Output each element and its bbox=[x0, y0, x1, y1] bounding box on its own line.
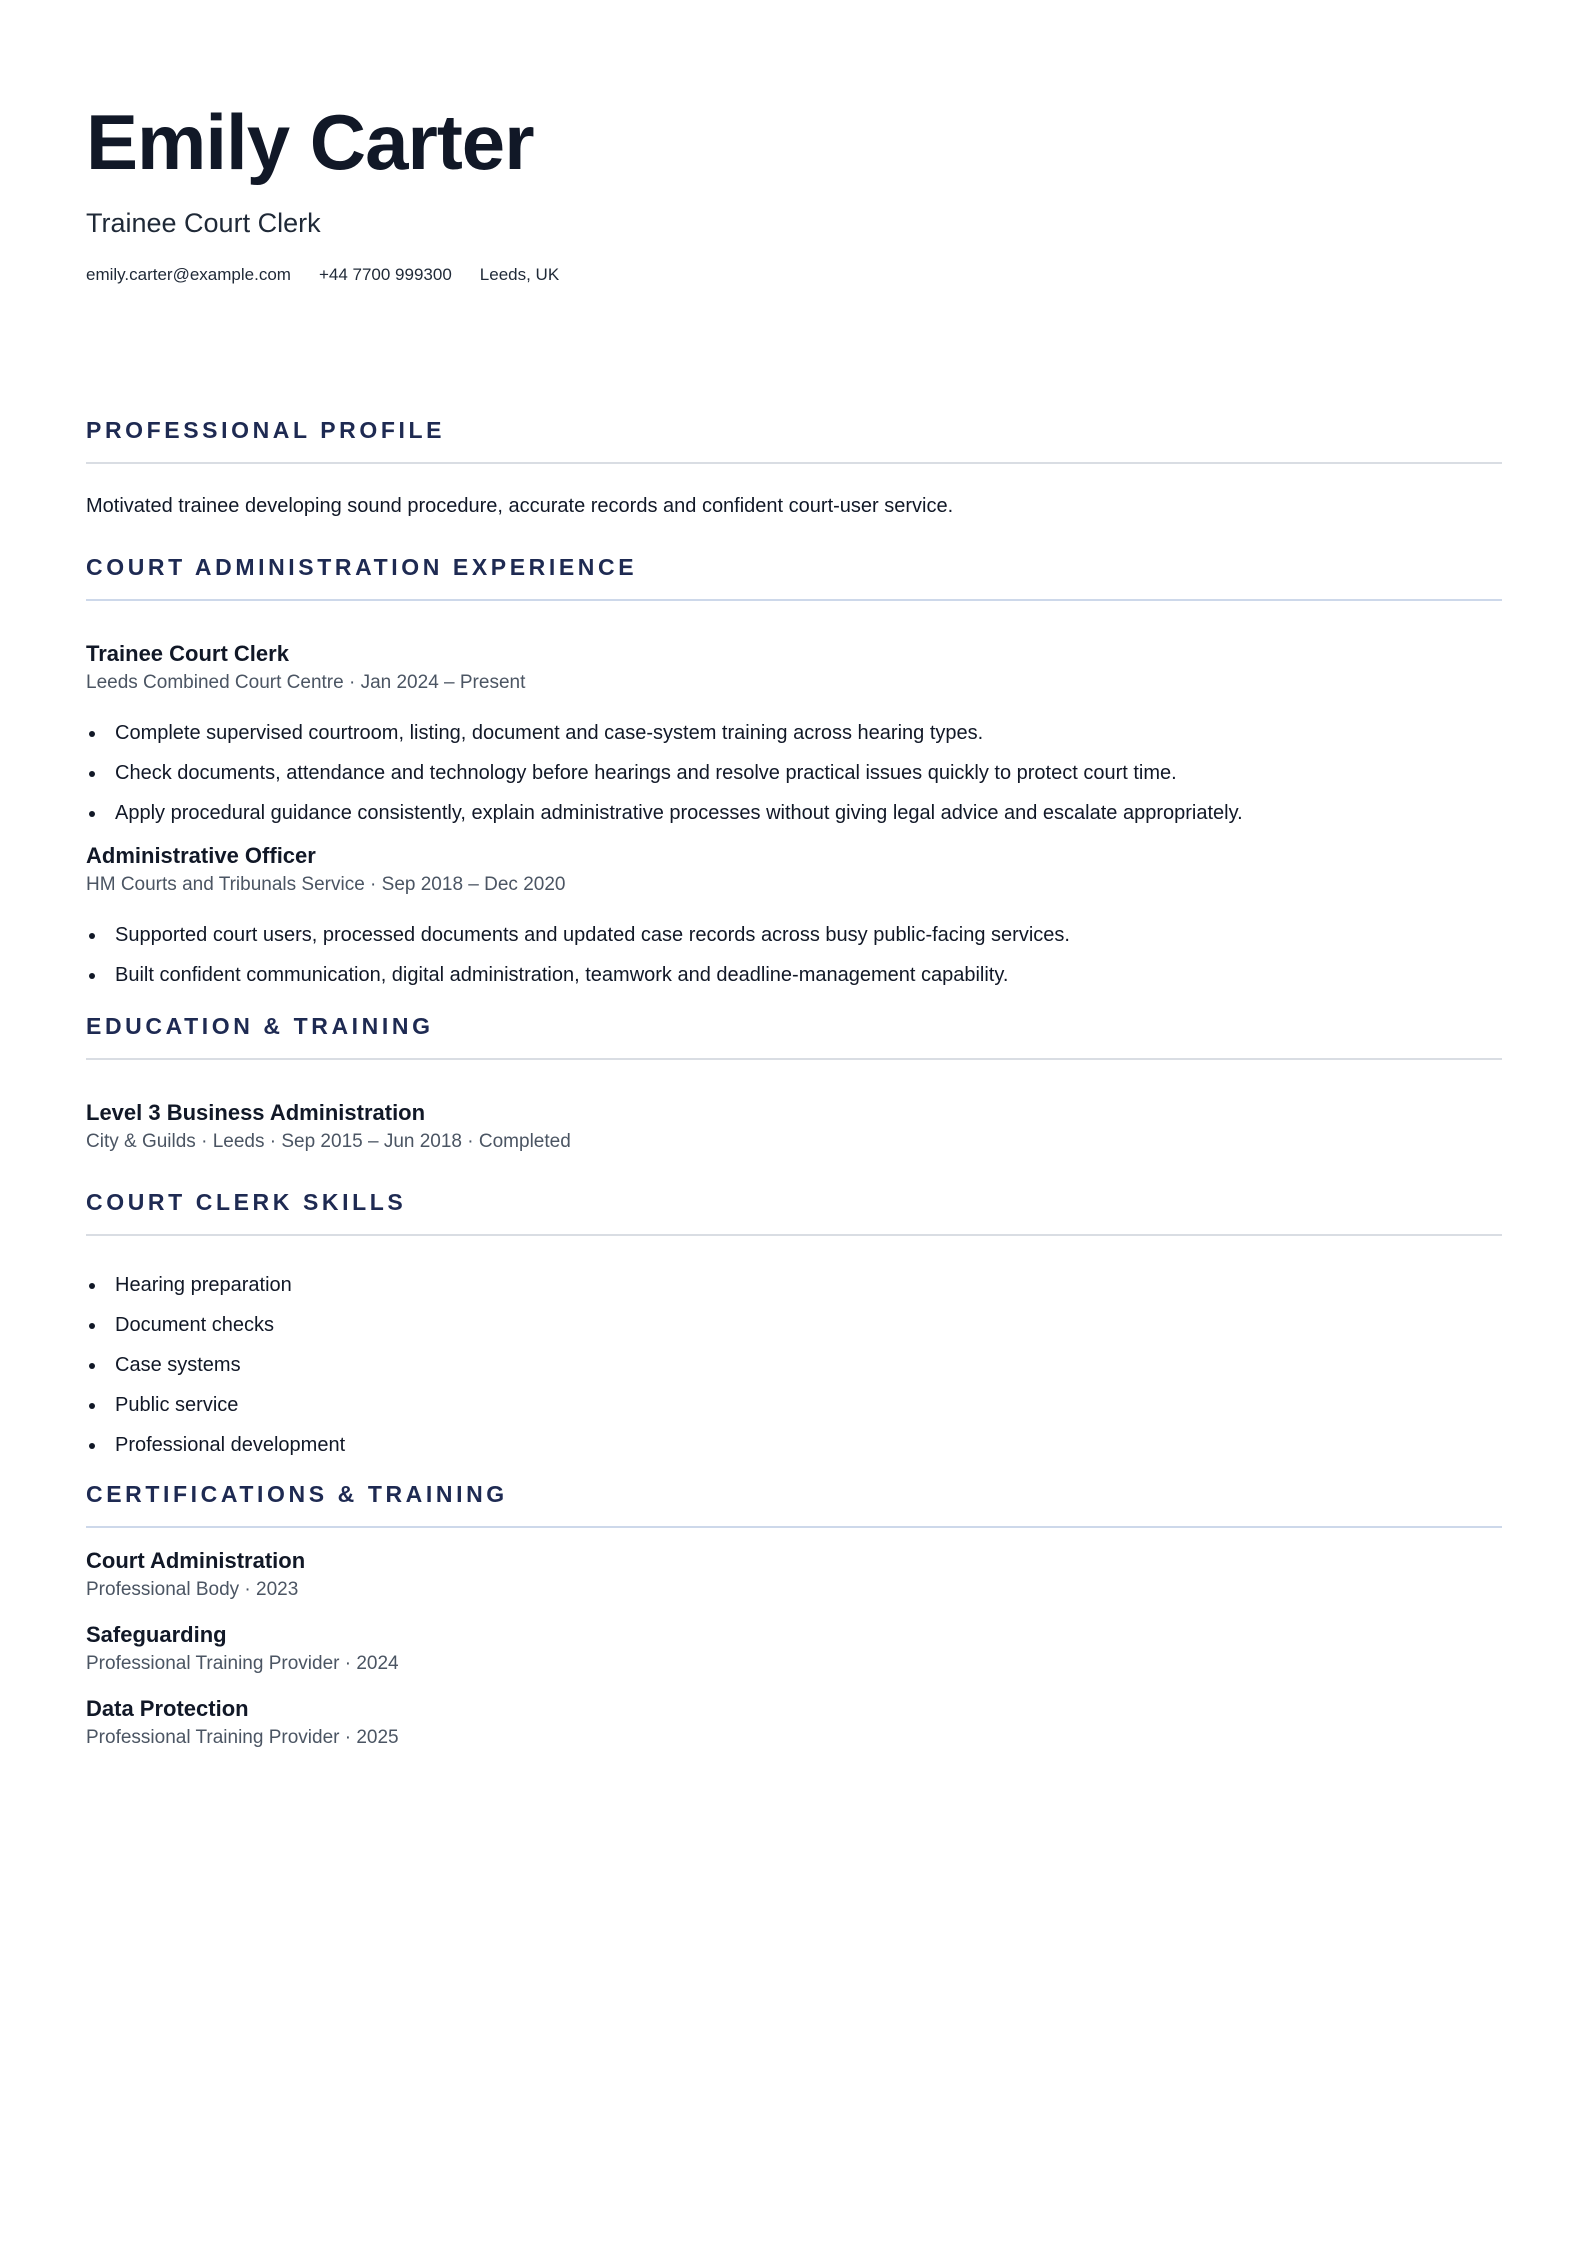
education-title: Level 3 Business Administration bbox=[86, 1100, 426, 1125]
certification-meta: Professional Body · 2023 bbox=[86, 1579, 299, 1600]
section-heading: PROFESSIONAL PROFILE bbox=[86, 417, 446, 443]
list-item: Public service bbox=[86, 1392, 1502, 1418]
section-divider bbox=[86, 1526, 1502, 1528]
candidate-title: Trainee Court Clerk bbox=[86, 208, 321, 238]
education-section bbox=[86, 1012, 1502, 1154]
certification-title: Court Administration bbox=[86, 1548, 306, 1573]
profile-summary: Motivated trainee developing sound procedure, accurate records and confident court-user service. bbox=[86, 495, 954, 517]
resume-header bbox=[86, 96, 1502, 286]
certification-entry bbox=[86, 1621, 1502, 1676]
list-item: Hearing preparation bbox=[86, 1272, 1502, 1298]
list-item: Built confident communication, digital administration, teamwork and deadline-management capability. bbox=[86, 962, 1502, 988]
job-bullets bbox=[86, 922, 1502, 988]
certification-title: Data Protection bbox=[86, 1696, 249, 1721]
section-heading: COURT ADMINISTRATION EXPERIENCE bbox=[86, 554, 638, 580]
job-bullets bbox=[86, 720, 1502, 826]
job-meta: HM Courts and Tribunals Service · Sep 2018 – Dec 2020 bbox=[86, 874, 566, 895]
skills-list bbox=[86, 1272, 1502, 1458]
experience-section bbox=[86, 553, 1502, 988]
section-divider bbox=[86, 462, 1502, 464]
section-heading: EDUCATION & TRAINING bbox=[86, 1013, 434, 1039]
education-meta: City & Guilds · Leeds · Sep 2015 – Jun 2018 · Completed bbox=[86, 1131, 571, 1152]
profile-section bbox=[86, 416, 1502, 519]
list-item: Check documents, attendance and technology before hearings and resolve practical issues quickly to protect court time. bbox=[86, 760, 1502, 786]
list-item: Apply procedural guidance consistently, explain administrative processes without giving legal advice and escalate appropriately. bbox=[86, 800, 1502, 826]
certification-entry bbox=[86, 1695, 1502, 1750]
section-heading: COURT CLERK SKILLS bbox=[86, 1189, 407, 1215]
list-item: Professional development bbox=[86, 1432, 1502, 1458]
list-item: Complete supervised courtroom, listing, document and case-system training across hearing types. bbox=[86, 720, 1502, 746]
list-item: Document checks bbox=[86, 1312, 1502, 1338]
contact-email[interactable]: emily.carter@example.com bbox=[86, 265, 291, 284]
job-title: Administrative Officer bbox=[86, 843, 316, 868]
certifications-section bbox=[86, 1480, 1502, 1750]
certification-title: Safeguarding bbox=[86, 1622, 227, 1647]
job-entry bbox=[86, 640, 1502, 826]
job-title: Trainee Court Clerk bbox=[86, 641, 289, 666]
certification-meta: Professional Training Provider · 2024 bbox=[86, 1653, 399, 1674]
skills-section bbox=[86, 1188, 1502, 1458]
section-divider bbox=[86, 1234, 1502, 1236]
contact-location: Leeds, UK bbox=[479, 265, 560, 284]
contact-line bbox=[86, 264, 1502, 286]
job-entry bbox=[86, 842, 1502, 988]
job-meta: Leeds Combined Court Centre · Jan 2024 – Present bbox=[86, 672, 526, 693]
candidate-name: Emily Carter bbox=[86, 98, 534, 186]
certification-entry bbox=[86, 1547, 1502, 1602]
list-item: Case systems bbox=[86, 1352, 1502, 1378]
education-entry bbox=[86, 1099, 1502, 1154]
certification-meta: Professional Training Provider · 2025 bbox=[86, 1727, 399, 1748]
list-item: Supported court users, processed documents and updated case records across busy public-facing services. bbox=[86, 922, 1502, 948]
section-divider bbox=[86, 599, 1502, 601]
section-divider bbox=[86, 1058, 1502, 1060]
section-heading: CERTIFICATIONS & TRAINING bbox=[86, 1481, 508, 1507]
contact-phone[interactable]: +44 7700 999300 bbox=[318, 265, 452, 284]
